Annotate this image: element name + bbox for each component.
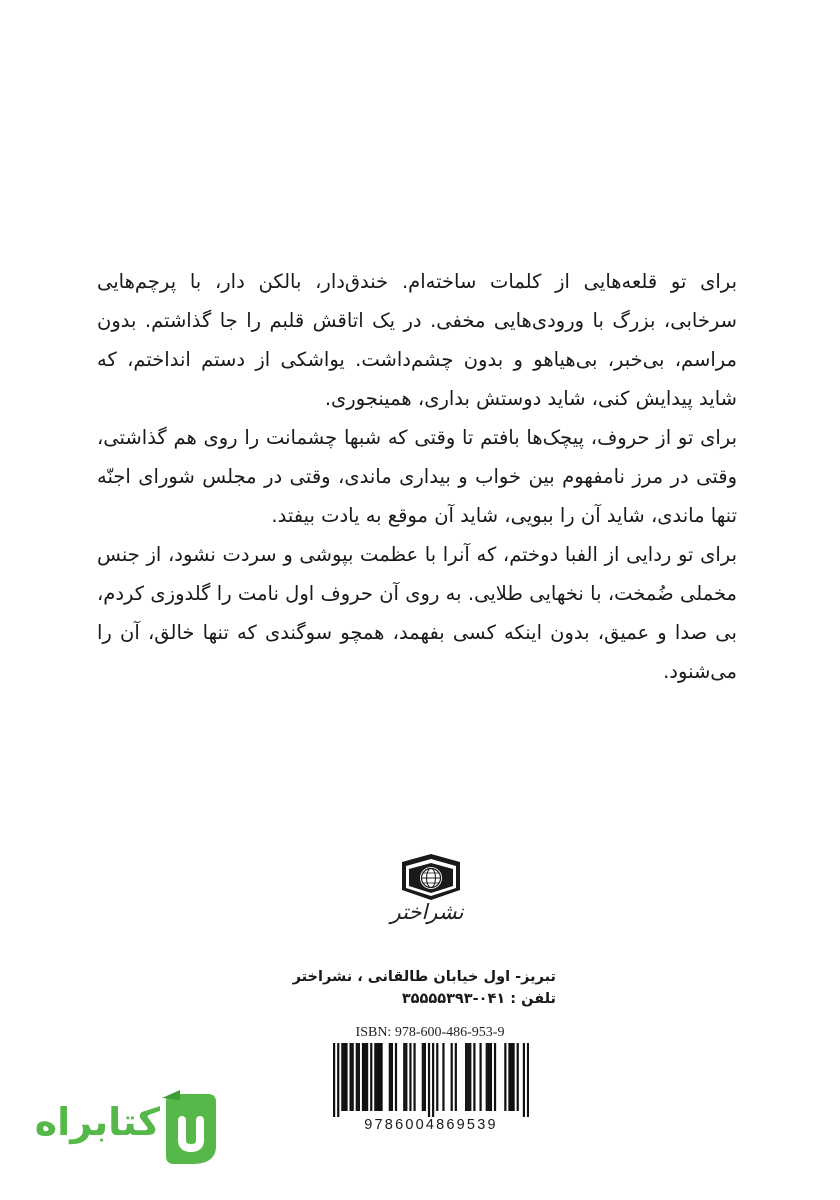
barcode-bar (366, 1043, 368, 1111)
barcode-bar (432, 1043, 434, 1117)
barcode-bar (378, 1043, 380, 1111)
barcode-bar (343, 1043, 345, 1111)
barcode-bar (362, 1043, 364, 1111)
barcode-bar (350, 1043, 352, 1111)
publisher-address: تبریز- اول خیابان طالقانی ، نشراختر (292, 969, 556, 985)
barcode-bar (436, 1043, 438, 1111)
ketabrah-watermark (34, 1090, 220, 1168)
barcode-bar (494, 1043, 496, 1111)
barcode-bar (517, 1043, 519, 1111)
barcode-bar (370, 1043, 372, 1111)
isbn-barcode (333, 1043, 529, 1117)
barcode-bar (409, 1043, 411, 1111)
phone-number: ۰۴۱-۳۵۵۵۵۳۹۳ (401, 991, 506, 1007)
barcode-bar (374, 1043, 376, 1111)
barcode-bar (442, 1043, 444, 1111)
brand-name: کتابراه (34, 1100, 160, 1144)
barcode-bar (428, 1043, 430, 1117)
barcode-bar (389, 1043, 391, 1111)
barcode-bar (467, 1043, 469, 1111)
barcode-bar (469, 1043, 471, 1111)
barcode-bar (504, 1043, 506, 1111)
barcode-bar (451, 1043, 453, 1111)
ketabrah-logo-icon (158, 1090, 220, 1168)
barcode-bar (455, 1043, 457, 1111)
barcode-bar (424, 1043, 426, 1111)
paragraph-2: برای تو از حروف، پیچک‌ها بافتم تا وقتی که شبها چشمانت را روی هم گذاشتی، وقتی در مرز نامفهوم بین خواب و بیداری ماندی، وقتی در مجلس شورای اجنّه تنها ماندی، شاید آن را ببویی، شاید آن موقع به یادت بیفتد. (97, 426, 737, 527)
barcode-bar (465, 1043, 467, 1111)
barcode-bar (337, 1043, 339, 1117)
barcode-bar (512, 1043, 514, 1111)
paragraph-1: برای تو قلعه‌هایی از کلمات ساخته‌ام. خندق‌دار، بالکن دار، با پرچم‌هایی سرخابی، بزرگ با ورودی‌هایی مخفی. در یک اتاقش قلبم را جا گذاشتم. بدون مراسم، بی‌خبر، بی‌هیاهو و بدون چشم‌داشت. یواشکی از دستم انداختم، که شاید پیدایش کنی، شاید دوستش بداری، همینجوری. (97, 270, 737, 410)
barcode-bar (364, 1043, 366, 1111)
phone-row (240, 988, 556, 1010)
barcode-bar (403, 1043, 405, 1111)
publisher-address-block (240, 966, 556, 1010)
barcode-bar (510, 1043, 512, 1111)
paragraph-3: برای تو ردایی از الفبا دوختم، که آنرا با عظمت بپوشی و سردت نشود، از جنس مخملی ضُمخت، با نخهایی طلایی. به روی آن حروف اول نامت را گلدوزی کردم، بی صدا و عمیق، بدون اینکه کسی بفهمد، همچو سوگندی که تنها خالق، آن را می‌شنود. (97, 543, 737, 683)
barcode-bar (395, 1043, 397, 1111)
barcode-bar (352, 1043, 354, 1111)
barcode-bar (523, 1043, 525, 1117)
barcode-bar (380, 1043, 382, 1111)
body-text (97, 262, 737, 691)
barcode-bar (333, 1043, 335, 1117)
barcode-bar (391, 1043, 393, 1111)
barcode-bar (473, 1043, 475, 1111)
publisher-logo-text: نشراختر (390, 900, 464, 924)
barcode-bar (413, 1043, 415, 1111)
barcode-bar (422, 1043, 424, 1111)
barcode-bar (490, 1043, 492, 1111)
barcode-bar (527, 1043, 529, 1117)
phone-label: تلفن : (510, 991, 556, 1007)
barcode-bar (479, 1043, 481, 1111)
barcode-digits: 9786004869539 (364, 1117, 498, 1133)
barcode-bar (488, 1043, 490, 1111)
barcode-bar (376, 1043, 378, 1111)
barcode-bar (358, 1043, 360, 1111)
barcode-bar (356, 1043, 358, 1111)
barcode-bar (341, 1043, 343, 1111)
barcode-bar (405, 1043, 407, 1111)
isbn-label: ISBN: 978-600-486-953-9 (355, 1025, 505, 1040)
barcode-bar (486, 1043, 488, 1111)
barcode-bar (508, 1043, 510, 1111)
barcode-bar (345, 1043, 347, 1111)
